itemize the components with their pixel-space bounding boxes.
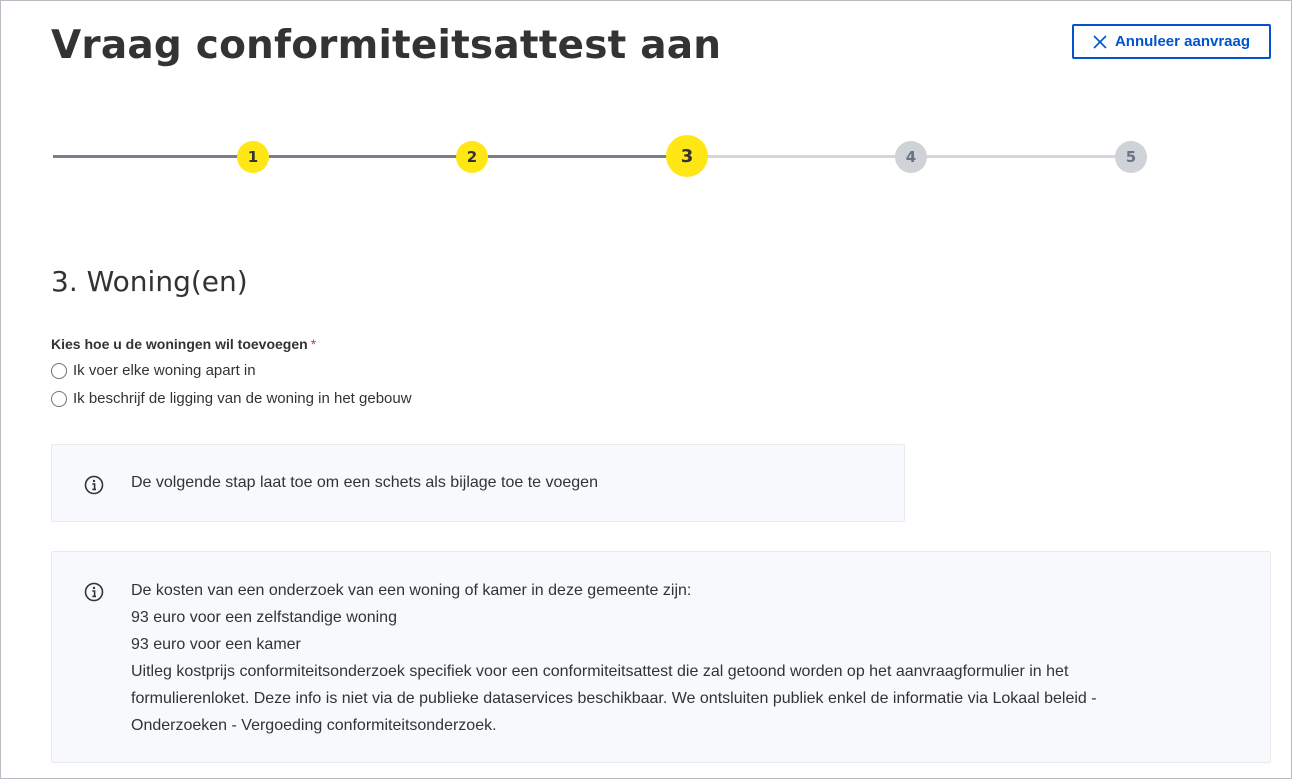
step-4: 4 <box>895 141 927 173</box>
cancel-request-label: Annuleer aanvraag <box>1114 33 1251 50</box>
add-method-question <box>51 336 316 352</box>
info-box-costs <box>51 551 1271 763</box>
cost-line: 93 euro voor een zelfstandige woning <box>131 609 397 626</box>
radio-option-each-dwelling[interactable] <box>51 362 256 379</box>
page-title: Vraag conformiteitsattest aan <box>51 23 722 68</box>
radio-label: Ik beschrijf de ligging van de woning in het gebouw <box>73 390 412 407</box>
step-3-current: 3 <box>666 135 708 177</box>
cost-line: De kosten van een onderzoek van een woning of kamer in deze gemeente zijn: <box>131 582 692 599</box>
step-1[interactable]: 1 <box>237 141 269 173</box>
section-title: 3. Woning(en) <box>51 265 248 298</box>
step-connector <box>705 155 897 158</box>
info-icon <box>84 475 104 495</box>
step-5: 5 <box>1115 141 1147 173</box>
cost-line: 93 euro voor een kamer <box>131 636 301 653</box>
step-connector <box>925 155 1117 158</box>
step-connector <box>488 155 670 158</box>
cost-line: formulierenloket. Deze info is niet via de publieke dataservices beschikbaar. We ontsluiten publiek enkel de informatie via Lokaal beleid - <box>131 690 1097 707</box>
radio-button[interactable] <box>51 391 67 407</box>
info-sketch-text: De volgende stap laat toe om een schets als bijlage toe te voegen <box>131 474 598 491</box>
cost-line: Onderzoeken - Vergoeding conformiteitsonderzoek. <box>131 717 497 734</box>
radio-option-describe-location[interactable] <box>51 390 412 407</box>
progress-stepper <box>1 1 1292 201</box>
info-costs-text <box>131 577 1097 739</box>
cost-line: Uitleg kostprijs conformiteitsonderzoek specifiek voor een conformiteitsattest die zal getoond worden op het aanvraagformulier in het <box>131 663 1069 680</box>
step-2[interactable]: 2 <box>456 141 488 173</box>
info-icon <box>84 582 104 602</box>
question-label: Kies hoe u de woningen wil toevoegen <box>51 336 308 352</box>
info-box-sketch <box>51 444 905 522</box>
radio-button[interactable] <box>51 363 67 379</box>
required-marker: * <box>310 336 317 352</box>
step-connector <box>269 155 459 158</box>
radio-label: Ik voer elke woning apart in <box>73 362 256 379</box>
step-connector <box>53 155 239 158</box>
